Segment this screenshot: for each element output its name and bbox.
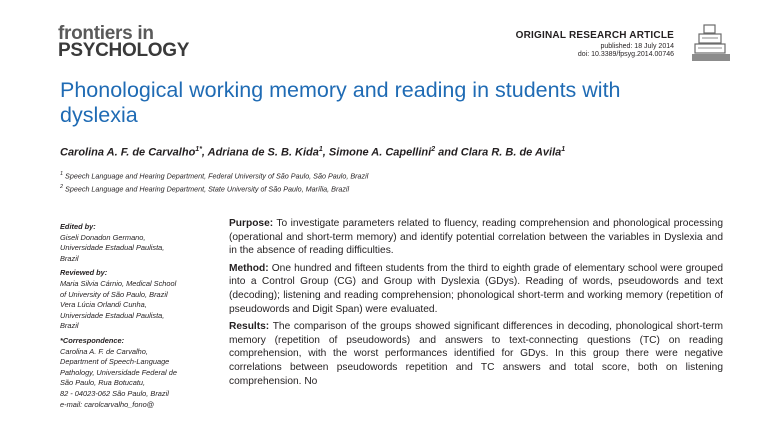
journal-logo	[58, 24, 189, 60]
affiliation	[60, 171, 368, 180]
abstract	[229, 217, 723, 392]
affiliation	[60, 184, 349, 193]
edited-by-heading: Edited by:	[60, 222, 96, 231]
author-mark: 1*	[195, 146, 202, 153]
correspondence-line: Pathology, Universidade Federal de	[60, 367, 177, 377]
editor-line: Brazil	[60, 253, 79, 263]
affiliation-text: Speech Language and Hearing Department, Federal University of São Paulo, São Paulo, Brazil	[63, 171, 369, 181]
reviewer-line: Brazil	[60, 321, 79, 331]
author-sep: ,	[201, 146, 208, 159]
editor-line: Giseli Donadon Germano,	[60, 232, 146, 242]
purpose-text: To investigate parameters related to fluency, reading comprehension and phonological processing (operational and short-term memory) and identify potential correlation between the variables in Dyslexia and in the absence of reading difficulties.	[229, 218, 723, 257]
author-sep: and	[435, 146, 461, 159]
purpose-label: Purpose:	[229, 218, 274, 229]
affiliation-text: Speech Language and Hearing Department, State University of São Paulo, Marília, Brazil	[63, 184, 350, 194]
article-title: Phonological working memory and reading in students with dyslexia	[60, 78, 621, 127]
author-name: Adriana de S. B. Kida	[207, 146, 319, 159]
reviewer-line: Universidade Estadual Paulista,	[60, 310, 165, 320]
article-type: ORIGINAL RESEARCH ARTICLE	[515, 30, 674, 41]
logo-text-top: frontiers in	[58, 23, 154, 44]
author-name: Carolina A. F. de Carvalho	[60, 146, 196, 159]
reviewer-line: Vera Lúcia Orlandi Cunha,	[60, 300, 147, 310]
editor-line: Universidade Estadual Paulista,	[60, 243, 165, 253]
stacked-boxes-icon	[690, 22, 732, 64]
results-text: The comparison of the groups showed significant differences in decoding, phonological short-term memory (repetition of pseudowords) and answers to text-connecting questions (TC) on reading comprehension, with the worst performances identified for GDys. In this group there were negative correlations between pseudowords repetition and TC answers and total score, both on listening comprehension. No	[229, 321, 723, 387]
author-mark: 2	[431, 146, 436, 153]
affiliation-number: 1	[60, 171, 64, 177]
sidebar-notes	[60, 222, 220, 410]
correspondence-line: 82 - 04023-062 São Paulo, Brazil	[60, 388, 169, 398]
published-date: published: 18 July 2014	[600, 42, 674, 50]
correspondence-email[interactable]: e-mail: carolcarvalho_fono@	[60, 399, 155, 409]
method-label: Method:	[229, 262, 269, 274]
reviewer-line: of University of São Paulo, Brazil	[60, 289, 168, 299]
author-name: Clara R. B. de Avila	[460, 146, 562, 159]
correspondence-line: Department of Speech-Language	[60, 357, 170, 367]
author-mark: 1	[561, 146, 566, 153]
correspondence-line: São Paulo, Rua Botucatu,	[60, 378, 146, 388]
article-meta	[516, 30, 674, 60]
method-text: One hundred and fifteen students from the third to eighth grade of elementary school were grouped into a Control Group (CG) and Group with Dyslexia (GDys). Reading of words, pseudowords and text (decoding); listening and reading comprehension; phonological short-term and working memory (repetition of pseudowords and Digit Span) were evaluated.	[229, 262, 723, 315]
doi: doi: 10.3389/fpsyg.2014.00746	[577, 51, 674, 59]
author-name: Simone A. Capellini	[328, 146, 432, 159]
results-label: Results:	[229, 321, 270, 333]
reviewed-by-heading: Reviewed by:	[60, 268, 108, 278]
abstract-method	[229, 262, 723, 316]
author-sep: ,	[322, 146, 329, 159]
author-mark: 1	[318, 146, 323, 153]
affiliation-number: 2	[60, 184, 64, 190]
logo-text-bottom: PSYCHOLOGY	[58, 40, 190, 61]
author-list	[60, 146, 740, 159]
abstract-purpose	[229, 217, 723, 258]
correspondence-heading: *Correspondence:	[60, 335, 125, 345]
abstract-results	[229, 320, 723, 388]
correspondence-line: Carolina A. F. de Carvalho,	[60, 346, 148, 356]
reviewer-line: Maria Silvia Cárnio, Medical School	[60, 278, 177, 288]
